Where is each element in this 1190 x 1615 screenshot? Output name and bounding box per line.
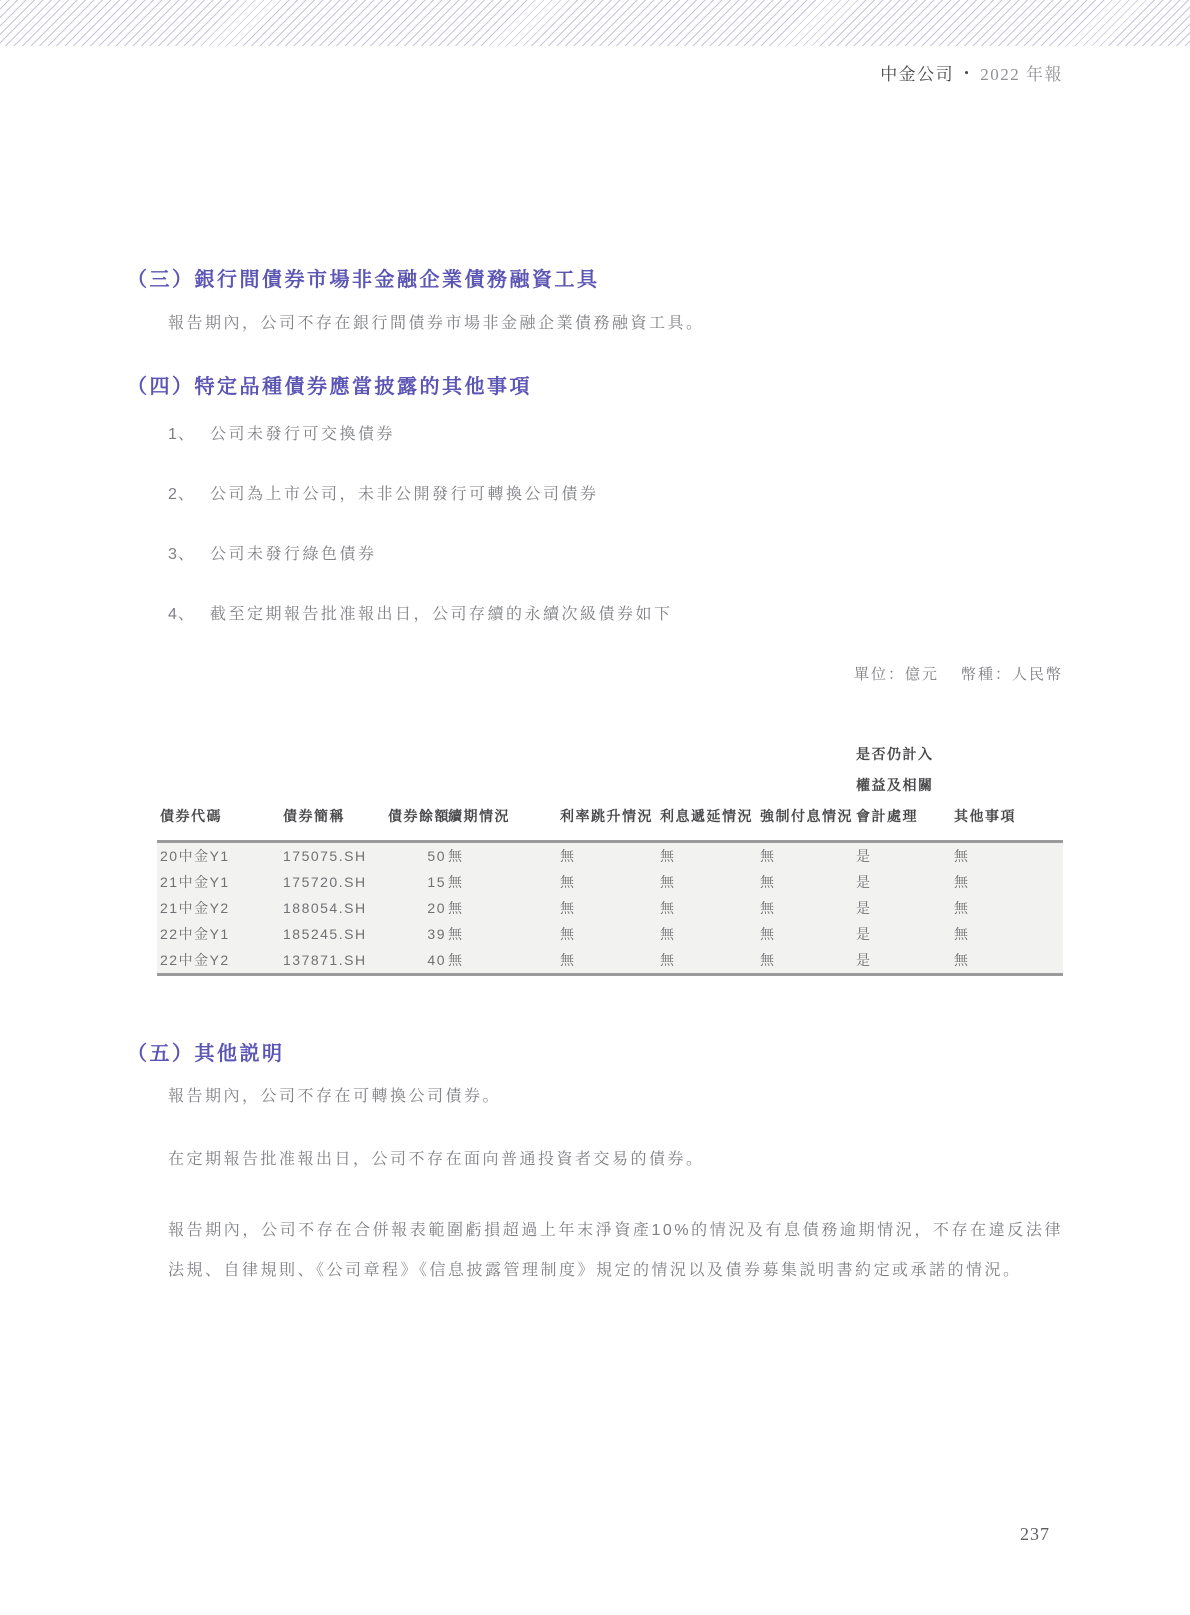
section-5-paragraph-2: 在定期報告批准報出日，公司不存在面向普通投資者交易的債券。: [168, 1151, 705, 1168]
table-cell: 無: [660, 921, 760, 947]
currency-label: 幣種：人民幣: [960, 666, 1063, 683]
bond-table-head: [157, 739, 1063, 842]
table-cell: 20: [388, 895, 448, 921]
section-4-title: 特定品種債券應當披露的其他事項: [194, 376, 532, 398]
item-number: 1、: [168, 426, 195, 443]
table-cell: 無: [954, 895, 1063, 921]
running-header: [880, 60, 1063, 85]
list-item-4: [168, 601, 673, 624]
table-cell: 137871.SH: [283, 947, 388, 975]
column-header: 續期情況: [448, 739, 560, 842]
column-header: 其他事項: [954, 739, 1063, 842]
table-cell: 22中金Y2: [157, 947, 283, 975]
table-row: [157, 895, 1063, 921]
table-cell: 無: [560, 947, 660, 975]
table-cell: 39: [388, 921, 448, 947]
section-3-label: （三）: [127, 269, 195, 291]
table-cell: 21中金Y2: [157, 895, 283, 921]
column-header: 債券簡稱: [283, 739, 388, 842]
header-separator-dot: •: [964, 64, 971, 80]
section-3-paragraph: 報告期內，公司不存在銀行間債券市場非金融企業債務融資工具。: [168, 315, 705, 332]
section-4-label: （四）: [127, 376, 195, 398]
table-cell: 無: [954, 869, 1063, 895]
table-cell: 175720.SH: [283, 869, 388, 895]
table-cell: 185245.SH: [283, 921, 388, 947]
table-row: [157, 947, 1063, 975]
table-cell: 無: [760, 869, 856, 895]
table-cell: 是: [856, 869, 954, 895]
table-cell: 是: [856, 921, 954, 947]
table-cell: 是: [856, 947, 954, 975]
table-cell: 無: [954, 842, 1063, 870]
column-header: 強制付息情況: [760, 739, 856, 842]
table-cell: 無: [560, 895, 660, 921]
table-row: [157, 921, 1063, 947]
company-name: 中金公司: [880, 65, 955, 84]
table-cell: 22中金Y1: [157, 921, 283, 947]
table-cell: 無: [560, 921, 660, 947]
section-3-title: 銀行間債券市場非金融企業債務融資工具: [194, 269, 600, 291]
item-number: 2、: [168, 486, 195, 503]
table-row: [157, 842, 1063, 870]
table-unit-note: [854, 663, 1063, 684]
table-cell: 無: [660, 895, 760, 921]
item-text: 公司未發行綠色債券: [210, 546, 377, 563]
table-cell: 無: [954, 947, 1063, 975]
table-cell: 無: [448, 947, 560, 975]
item-text: 公司未發行可交換債券: [210, 426, 396, 443]
page-number: 237: [1020, 1524, 1050, 1544]
unit-label: 單位：億元: [853, 666, 939, 683]
table-cell: 188054.SH: [283, 895, 388, 921]
table-cell: 無: [560, 869, 660, 895]
table-cell: 是: [856, 842, 954, 870]
table-cell: 20中金Y1: [157, 842, 283, 870]
list-item-3: [168, 541, 377, 564]
item-number: 4、: [168, 606, 195, 623]
perpetual-bond-table: [157, 739, 1063, 976]
section-5-paragraph-1: 報告期內，公司不存在可轉換公司債券。: [168, 1088, 502, 1105]
bond-table-body: [157, 842, 1063, 975]
table-cell: 無: [760, 921, 856, 947]
table-cell: 無: [660, 842, 760, 870]
table-cell: 無: [954, 921, 1063, 947]
item-number: 3、: [168, 546, 195, 563]
table-cell: 是: [856, 895, 954, 921]
column-header: 債券代碼: [157, 739, 283, 842]
section-4-heading: [127, 370, 532, 399]
table-cell: 無: [560, 842, 660, 870]
decorative-hatch-band: [0, 0, 1190, 46]
table-cell: 無: [448, 921, 560, 947]
table-cell: 21中金Y1: [157, 869, 283, 895]
column-header: 是否仍計入 權益及相關 會計處理: [856, 739, 954, 842]
table-cell: 無: [448, 869, 560, 895]
section-5-paragraph-3: 報告期內，公司不存在合併報表範圍虧損超過上年末淨資產10%的情況及有息債務逾期情況，不存在違反法律法規、自律規則、《公司章程》《信息披露管理制度》規定的情況以及債券募集説明書約定或承諾的情況。: [168, 1222, 1063, 1279]
table-cell: 40: [388, 947, 448, 975]
table-row: [157, 869, 1063, 895]
item-text: 公司為上市公司，未非公開發行可轉換公司債券: [210, 486, 599, 503]
table-cell: 15: [388, 869, 448, 895]
report-edition: 2022 年報: [980, 65, 1063, 84]
table-cell: 無: [448, 842, 560, 870]
section-5-label: （五）: [127, 1043, 195, 1065]
section-3-heading: [127, 263, 600, 292]
table-cell: 無: [760, 895, 856, 921]
column-header: 債券餘額: [388, 739, 448, 842]
section-5-heading: [127, 1037, 285, 1066]
column-header: 利息遞延情況: [660, 739, 760, 842]
section-5-title: 其他説明: [194, 1043, 285, 1065]
table-cell: 無: [660, 947, 760, 975]
table-cell: 無: [448, 895, 560, 921]
table-cell: 50: [388, 842, 448, 870]
table-cell: 無: [760, 947, 856, 975]
table-cell: 無: [760, 842, 856, 870]
table-cell: 無: [660, 869, 760, 895]
table-cell: 175075.SH: [283, 842, 388, 870]
list-item-1: [168, 421, 395, 444]
item-text: 截至定期報告批准報出日，公司存續的永續次級債券如下: [210, 606, 673, 623]
column-header: 利率跳升情況: [560, 739, 660, 842]
list-item-2: [168, 481, 599, 504]
